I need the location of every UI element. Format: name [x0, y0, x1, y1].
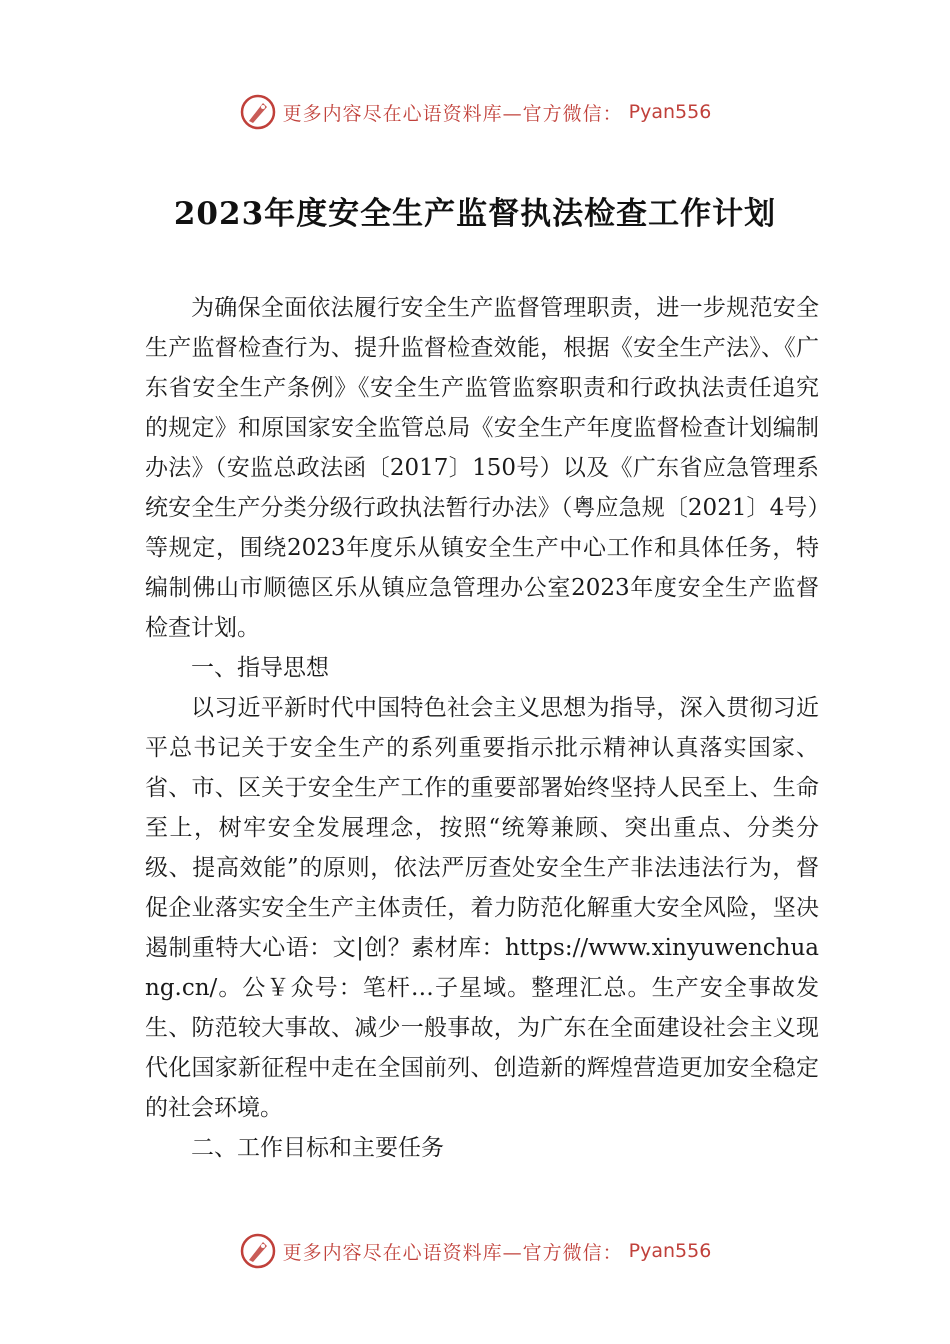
watermark-text: 更多内容尽在心语资料库—官方微信： [282, 1241, 623, 1264]
footer-watermark [0, 1231, 950, 1271]
intro-paragraph: 为确保全面依法履行安全生产监督管理职责，进一步规范安全生产监督检查行为、提升监督检查效能，根据《安全生产法》、《广东省安全生产条例》《安全生产监管监察职责和行政执法责任追究的规定》和原国家安全监管总局《安全生产年度监督检查计划编制办法》（安监总政法函〔2017〕150号）以及《广东省应急管理系统安全生产分类分级行政执法暂行办法》（粤应急规〔2021〕4号）等规定，围绕2023年度乐从镇安全生产中心工作和具体任务，特编制佛山市顺德区乐从镇应急管理办公室2023年度安全生产监督检查计划。 [145, 295, 819, 641]
document-body [145, 288, 819, 1168]
watermark-wechat-id: Pyan556 [628, 101, 712, 123]
document-title: 2023年度安全生产监督执法检查工作计划 [173, 196, 777, 232]
section-heading-goals-tasks: 二、工作目标和主要任务 [191, 1135, 444, 1161]
pen-nib-logo-icon [239, 1232, 277, 1270]
section-heading-guiding-ideology: 一、指导思想 [191, 655, 329, 681]
header-watermark [0, 92, 950, 132]
pen-nib-logo-icon [239, 93, 277, 131]
guiding-ideology-paragraph: 以习近平新时代中国特色社会主义思想为指导，深入贯彻习近平总书记关于安全生产的系列重要指示批示精神认真落实国家、省、市、区关于安全生产工作的重要部署始终坚持人民至上、生命至上，树牢安全发展理念，按照“统筹兼顾、突出重点、分类分级、提高效能”的原则，依法严厉查处安全生产非法违法行为，督促企业落实安全生产主体责任，着力防范化解重大安全风险，坚决遏制重特大心语：文|创？素材库：https://www.xinyuwenchuang.cn/。公￥众号：笔杆…子星域。整理汇总。生产安全事故发生、防范较大事故、减少一般事故，为广东在全面建设社会主义现代化国家新征程中走在全国前列、创造新的辉煌营造更加安全稳定的社会环境。 [145, 695, 819, 1121]
watermark-wechat-id: Pyan556 [628, 1240, 712, 1262]
watermark-text: 更多内容尽在心语资料库—官方微信： [282, 102, 623, 125]
